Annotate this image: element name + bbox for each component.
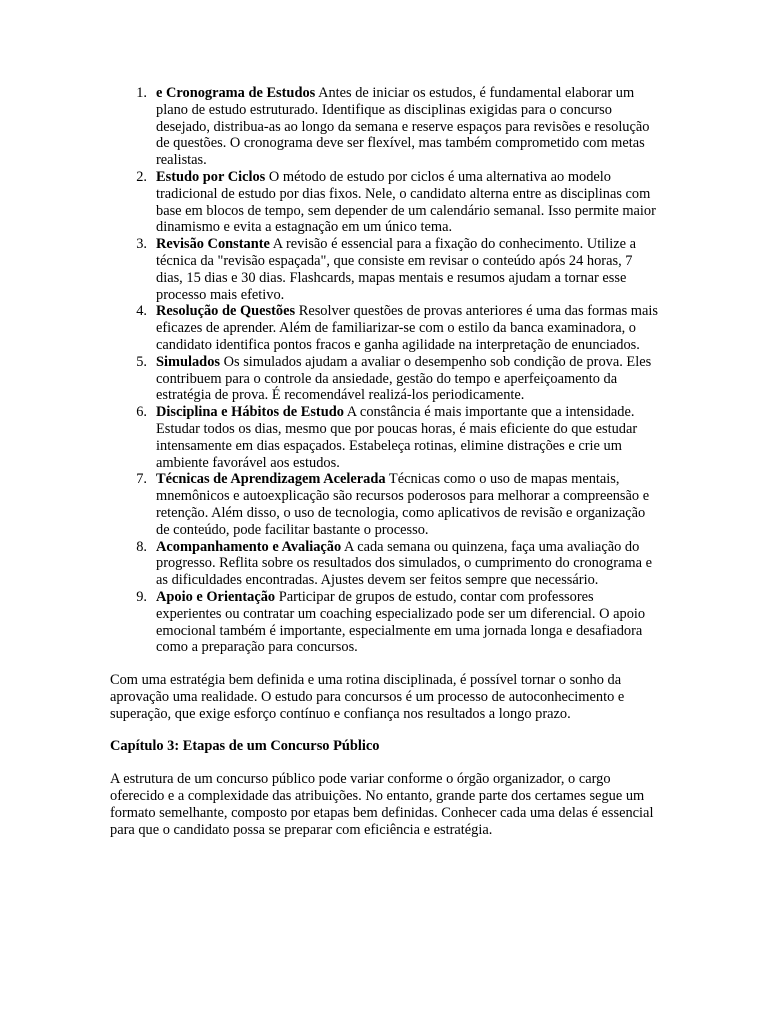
chapter-intro-paragraph: A estrutura de um concurso público pode variar conforme o órgão organizador, o cargo oferecido e a complexidade das atribuições. No entanto, grande parte dos certames segue um formato semelhante, composto por etapas bem definidas. Conhecer cada uma delas é essencial para que o candidato possa se preparar com eficiência e estratégia. bbox=[110, 771, 654, 838]
item-number: 1. bbox=[136, 85, 147, 101]
item-title: Apoio e Orientação bbox=[156, 588, 276, 605]
item-number: 6. bbox=[136, 404, 147, 421]
item-text: Técnicas como o uso de mapas mentais, mnemônicos e autoexplicação são recursos poderosos para melhorar a compreensão e retenção. Além disso, o uso de tecnologia, como aplicativos de revisão e organização de conteúdo, pode facilitar bastante o processo. bbox=[156, 471, 650, 538]
item-text: A constância é mais importante que a intensidade. Estudar todos os dias, mesmo que por poucas horas, é mais eficiente do que estudar intensamente em dias espaçados. Estabeleça rotinas, elimine distrações e crie um ambiente favorável aos estudos. bbox=[156, 404, 638, 471]
item-title: Técnicas de Aprendizagem Acelerada bbox=[156, 471, 386, 488]
list-item bbox=[110, 85, 658, 169]
item-number: 3. bbox=[136, 236, 147, 253]
chapter-title: Capítulo 3: Etapas de um Concurso Público bbox=[110, 738, 380, 755]
document-page bbox=[110, 85, 658, 838]
item-text: O método de estudo por ciclos é uma alternativa ao modelo tradicional de estudo por dias fixos. Nele, o candidato alterna entre as disciplinas com base em blocos de tempo, sem depender de um calendário semanal. Isso permite maior dinamismo e evita a estagnação em um único tema. bbox=[156, 168, 656, 236]
item-number: 2. bbox=[136, 168, 147, 185]
item-title: Acompanhamento e Avaliação bbox=[156, 538, 342, 555]
list-item bbox=[110, 303, 658, 353]
conclusion-paragraph: Com uma estratégia bem definida e uma rotina disciplinada, é possível tornar o sonho da aprovação uma realidade. O estudo para concursos é um processo de autoconhecimento e superação, que exige esforço contínuo e confiança nos resultados a longo prazo. bbox=[110, 672, 625, 722]
list-item bbox=[110, 589, 658, 656]
list-item bbox=[110, 539, 658, 589]
item-number: 5. bbox=[136, 353, 147, 370]
item-title: e Cronograma de Estudos bbox=[156, 85, 316, 101]
item-title: Resolução de Questões bbox=[156, 303, 296, 320]
list-item bbox=[110, 354, 658, 404]
item-title: Simulados bbox=[156, 353, 220, 370]
item-text: Antes de iniciar os estudos, é fundamental elaborar um plano de estudo estruturado. Identifique as disciplinas exigidas para o concurso desejado, distribua-as ao longo da semana e reserve espaços para revisões e resolução de questões. O cronograma deve ser flexível, mas também comprometido com metas realistas. bbox=[156, 85, 650, 169]
item-number: 9. bbox=[136, 588, 147, 605]
list-item bbox=[110, 471, 658, 538]
item-text: Resolver questões de provas anteriores é uma das formas mais eficazes de aprender. Além de familiarizar-se com o estilo da banca examinadora, o candidato identifica pontos fracos e ganha agilidade na interpretação de enunciados. bbox=[156, 303, 658, 353]
list-item bbox=[110, 236, 658, 303]
item-text: Participar de grupos de estudo, contar com professores experientes ou contratar um coaching especializado pode ser um diferencial. O apoio emocional também é importante, especialmente em uma jornada longa e desafiadora como a preparação para concursos. bbox=[156, 588, 646, 656]
study-steps-list bbox=[110, 85, 658, 656]
list-item bbox=[110, 404, 658, 471]
list-item bbox=[110, 169, 658, 236]
item-number: 8. bbox=[136, 538, 147, 555]
item-text: A revisão é essencial para a fixação do conhecimento. Utilize a técnica da "revisão espaçada", que consiste em revisar o conteúdo após 24 horas, 7 dias, 15 dias e 30 dias. Flashcards, mapas mentais e resumos ajudam a tornar esse processo mais efetivo. bbox=[156, 236, 636, 303]
item-text: A cada semana ou quinzena, faça uma avaliação do progresso. Reflita sobre os resultados dos simulados, o cumprimento do cronograma e as dificuldades encontradas. Ajustes devem ser feitos sempre que necessário. bbox=[156, 538, 652, 589]
item-number: 4. bbox=[136, 303, 147, 320]
item-title: Estudo por Ciclos bbox=[156, 168, 266, 185]
item-text: Os simulados ajudam a avaliar o desempenho sob condição de prova. Eles contribuem para o controle da ansiedade, gestão do tempo e aperfeiçoamento da estratégia de prova. É recomendável realizá-los periodicamente. bbox=[156, 353, 652, 404]
item-number: 7. bbox=[136, 471, 147, 488]
item-title: Disciplina e Hábitos de Estudo bbox=[156, 404, 344, 421]
item-title: Revisão Constante bbox=[156, 236, 270, 253]
